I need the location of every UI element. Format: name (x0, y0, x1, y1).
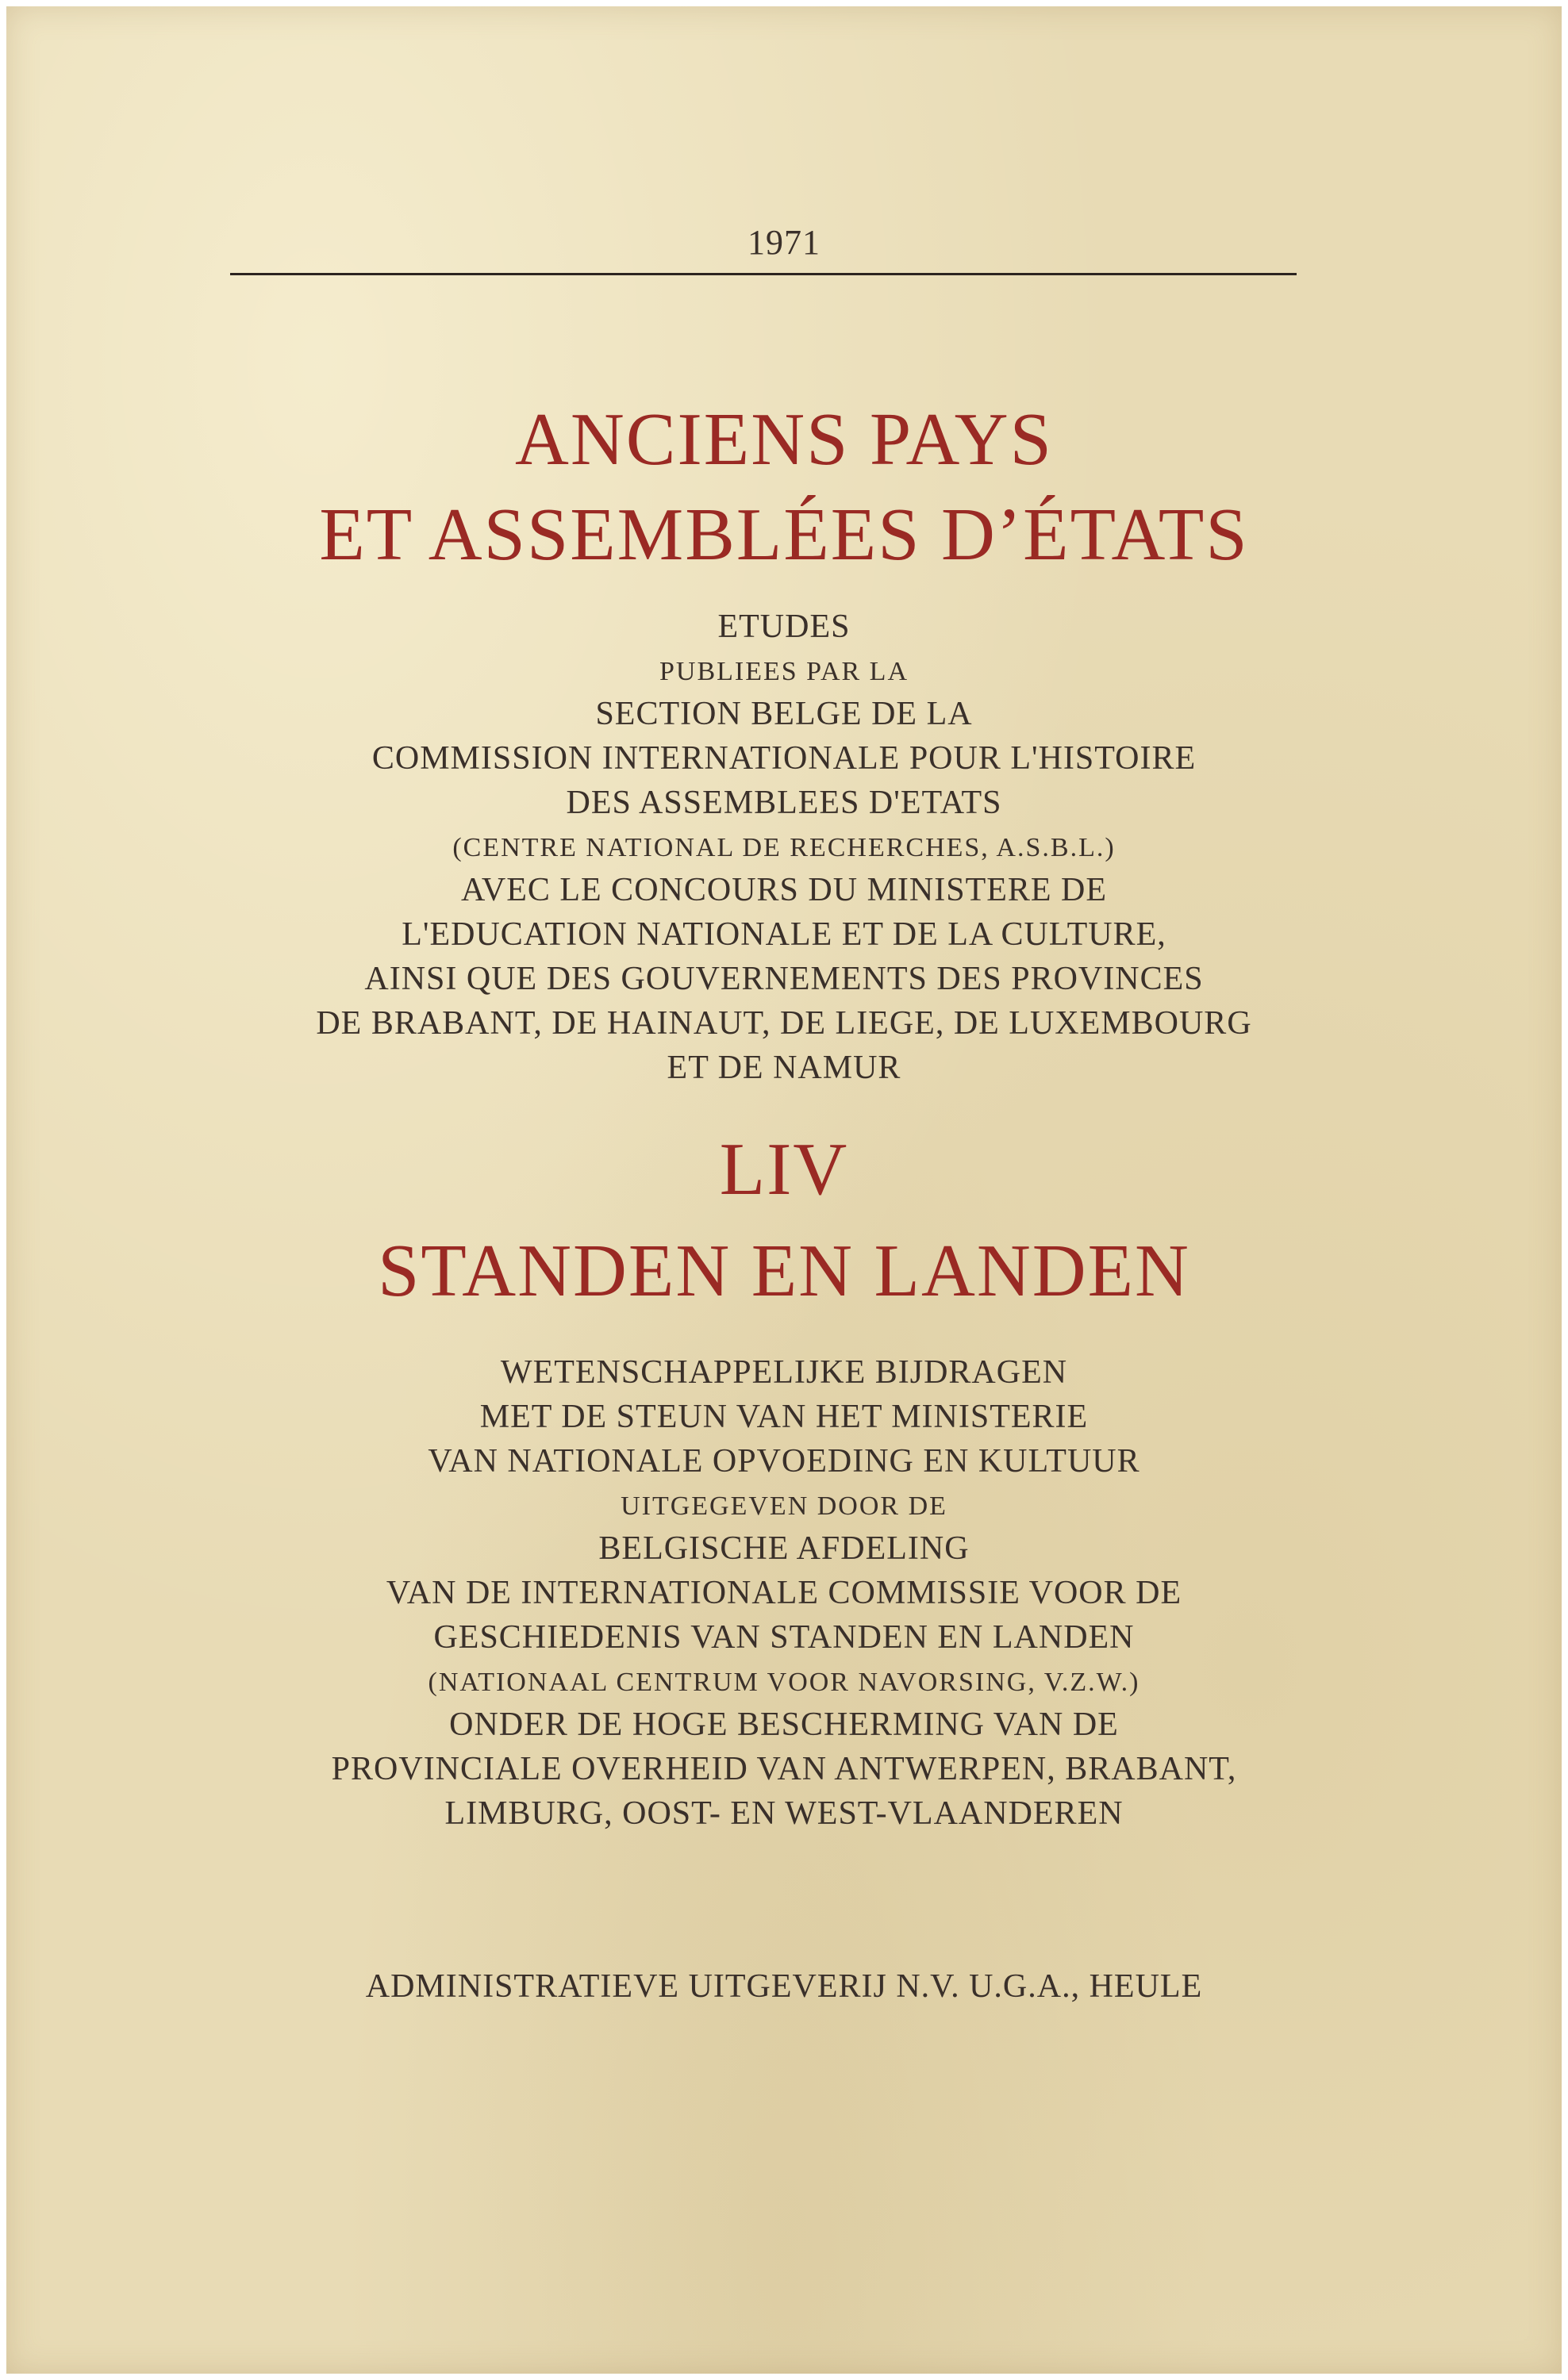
fr-concours: AVEC LE CONCOURS DU MINISTERE DE (460, 872, 1108, 908)
fr-assemblees: DES ASSEMBLEES D'ETATS (566, 785, 1002, 821)
fr-publiees: PUBLIEES PAR LA (659, 657, 909, 686)
nl-uitgegeven: UITGEGEVEN DOOR DE (621, 1491, 947, 1521)
fr-centre: (CENTRE NATIONAL DE RECHERCHES, A.S.B.L.) (452, 833, 1116, 862)
fr-commission: COMMISSION INTERNATIONALE POUR L'HISTOIRE (371, 740, 1197, 777)
nl-bijdragen: WETENSCHAPPELIJKE BIJDRAGEN (500, 1354, 1068, 1391)
volume-number: LIV (719, 1128, 849, 1211)
title-fr-line1: ANCIENS PAYS (515, 398, 1053, 481)
nl-centrum: (NATIONAAL CENTRUM VOOR NAVORSING, V.Z.W.) (428, 1668, 1140, 1697)
title-nl: STANDEN EN LANDEN (378, 1230, 1190, 1312)
fr-education: L'EDUCATION NATIONALE ET DE LA CULTURE, (402, 916, 1166, 953)
header-rule (230, 273, 1297, 275)
nl-provinciale: PROVINCIALE OVERHEID VAN ANTWERPEN, BRABANT, (331, 1751, 1237, 1787)
fr-namur: ET DE NAMUR (667, 1050, 901, 1086)
nl-bescherming: ONDER DE HOGE BESCHERMING VAN DE (449, 1706, 1119, 1743)
fr-section: SECTION BELGE DE LA (595, 696, 973, 732)
fr-provinces: DE BRABANT, DE HAINAUT, DE LIEGE, DE LUXEMBOURG (316, 1005, 1252, 1042)
publisher-imprint: ADMINISTRATIEVE UITGEVERIJ N.V. U.G.A., HEULE (365, 1968, 1203, 2005)
publication-year: 1971 (747, 223, 821, 262)
fr-etudes: ETUDES (717, 608, 851, 645)
nl-limburg: LIMBURG, OOST- EN WEST-VLAANDEREN (444, 1795, 1124, 1832)
title-fr-line2: ET ASSEMBLÉES D’ÉTATS (319, 493, 1249, 576)
nl-afdeling: BELGISCHE AFDELING (598, 1530, 970, 1567)
fr-gouvernements: AINSI QUE DES GOUVERNEMENTS DES PROVINCES (364, 961, 1204, 997)
book-cover (6, 6, 1562, 2374)
nl-ministerie: MET DE STEUN VAN HET MINISTERIE (479, 1399, 1089, 1435)
nl-opvoeding: VAN NATIONALE OPVOEDING EN KULTUUR (428, 1443, 1140, 1480)
nl-commissie: VAN DE INTERNATIONALE COMMISSIE VOOR DE (386, 1575, 1182, 1611)
nl-geschiedenis: GESCHIEDENIS VAN STANDEN EN LANDEN (433, 1619, 1135, 1656)
